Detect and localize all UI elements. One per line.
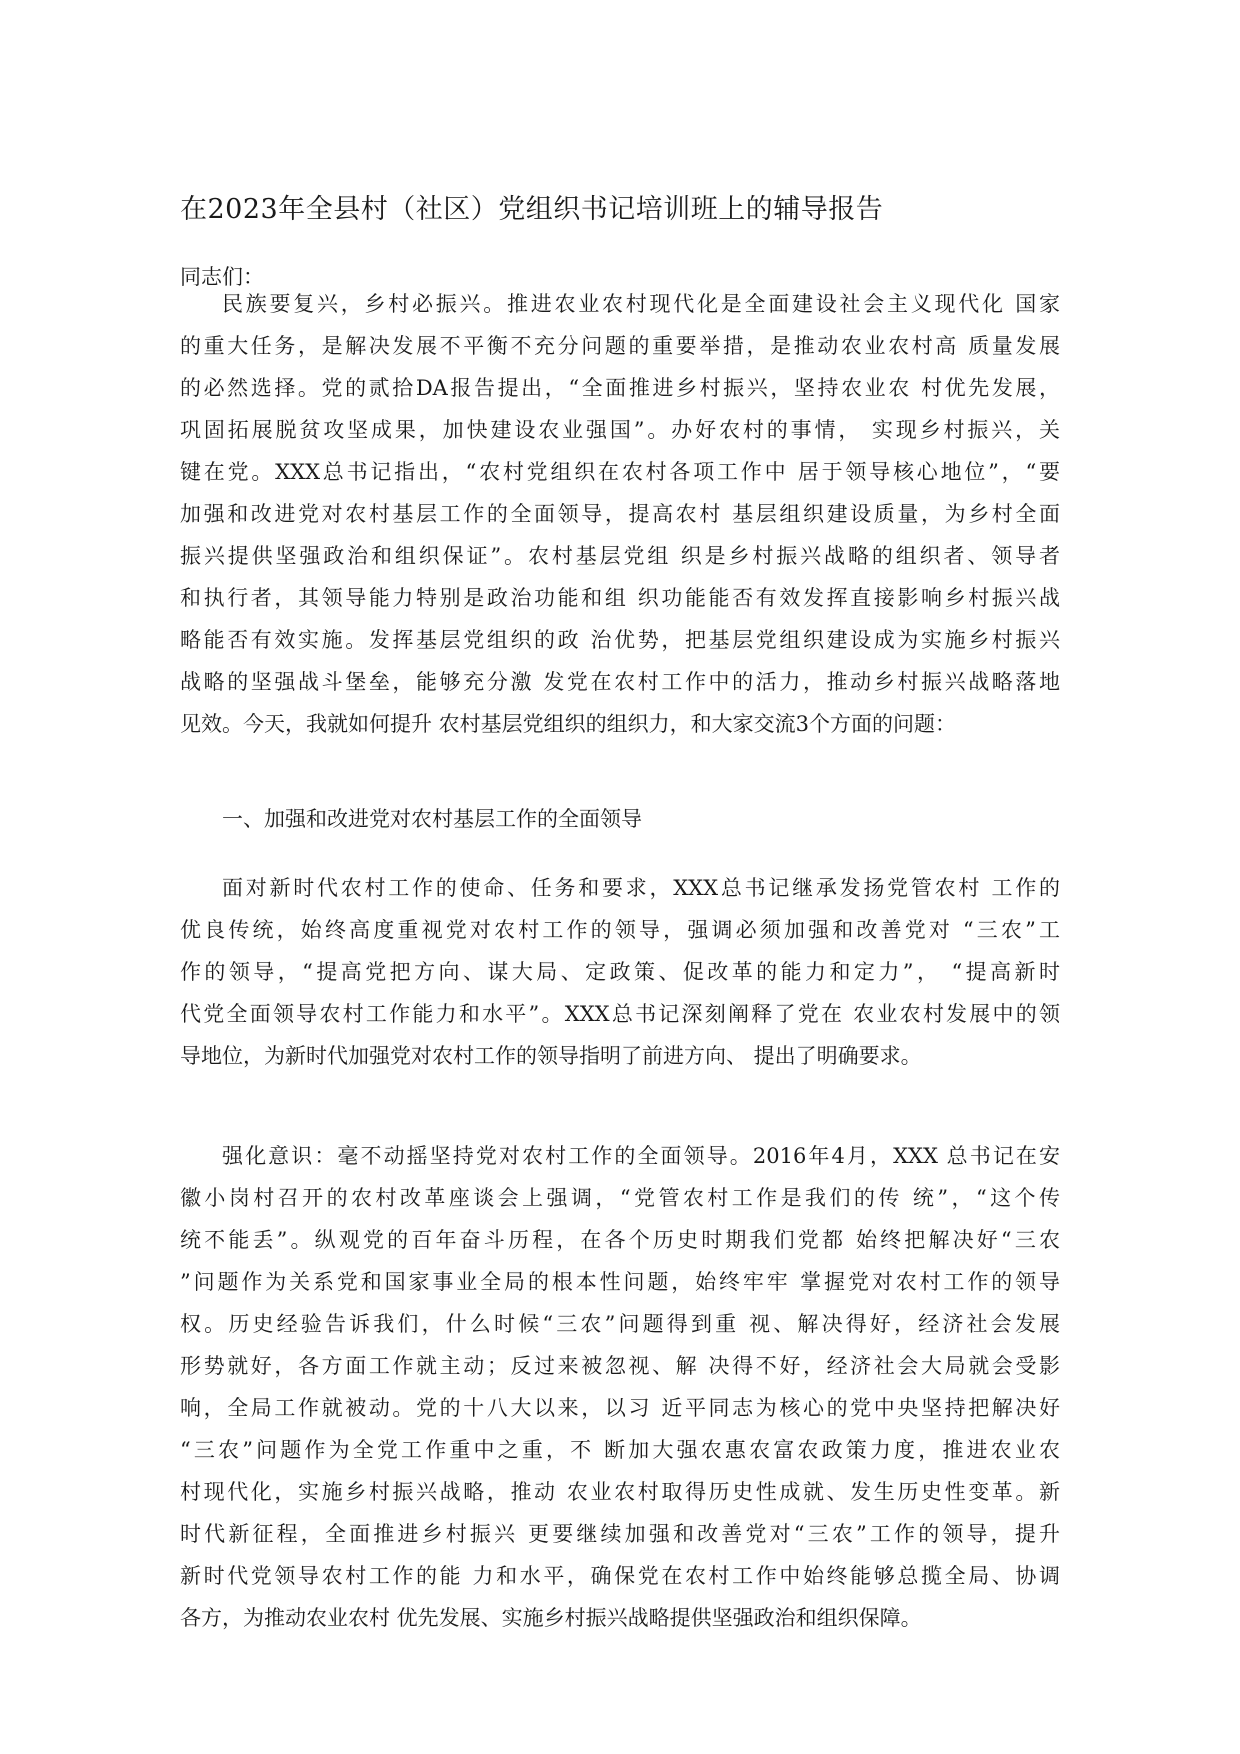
paragraph-line: 的必然选择。党的贰拾DA报告提出，“全面推进乡村振兴，坚持农业农 村优先发展， xyxy=(180,376,1060,400)
paragraph-awareness xyxy=(180,1135,1060,1639)
greeting: 同志们： xyxy=(180,265,264,289)
paragraph-line: 权。历史经验告诉我们，什么时候“三农”问题得到重 视、解决得好，经济社会发展 xyxy=(180,1312,1060,1336)
paragraph-intro xyxy=(180,283,1060,745)
paragraph-line: 面对新时代农村工作的使命、任务和要求，XXX总书记继承发扬党管农村 工作的 xyxy=(222,876,1060,900)
paragraph-line: 作的领导，“提高党把方向、谋大局、定政策、促改革的能力和定力”， “提高新时 xyxy=(180,960,1060,984)
paragraph-line: 振兴提供坚强政治和组织保证”。农村基层党组 织是乡村振兴战略的组织者、领导者 xyxy=(180,544,1060,568)
paragraph-line: ”问题作为关系党和国家事业全局的根本性问题，始终牢牢 掌握党对农村工作的领导 xyxy=(180,1270,1060,1294)
paragraph-line: 村现代化，实施乡村振兴战略，推动 农业农村取得历史性成就、发生历史性变革。新 xyxy=(180,1480,1060,1504)
paragraph-line: 各方，为推动农业农村 优先发展、实施乡村振兴战略提供坚强政治和组织保障。 xyxy=(180,1606,922,1630)
paragraph-line: 略能否有效实施。发挥基层党组织的政 治优势，把基层党组织建设成为实施乡村振兴 xyxy=(180,628,1060,652)
paragraph-line: 代党全面领导农村工作能力和水平”。XXX总书记深刻阐释了党在 农业农村发展中的领 xyxy=(180,1002,1060,1026)
paragraph-line: 战略的坚强战斗堡垒，能够充分激 发党在农村工作中的活力，推动乡村振兴战略落地 xyxy=(180,670,1060,694)
paragraph-line: 新时代党领导农村工作的能 力和水平，确保党在农村工作中始终能够总揽全局、协调 xyxy=(180,1564,1061,1588)
paragraph-section1 xyxy=(180,867,1060,1077)
paragraph-line: 和执行者，其领导能力特别是政治功能和组 织功能能否有效发挥直接影响乡村振兴战 xyxy=(180,586,1060,610)
paragraph-line: 巩固拓展脱贫攻坚成果，加快建设农业强国”。办好农村的事情， 实现乡村振兴，关 xyxy=(180,418,1060,442)
paragraph-line: 见效。今天，我就如何提升 农村基层党组织的组织力，和大家交流3个方面的问题： xyxy=(180,712,957,736)
paragraph-line: 时代新征程，全面推进乡村振兴 更要继续加强和改善党对“三农”工作的领导，提升 xyxy=(180,1522,1060,1546)
paragraph-line: 民族要复兴，乡村必振兴。推进农业农村现代化是全面建设社会主义现代化 国家 xyxy=(222,292,1060,316)
paragraph-line: 优良传统，始终高度重视党对农村工作的领导，强调必须加强和改善党对 “三农”工 xyxy=(180,918,1060,942)
section-heading: 一、加强和改进党对农村基层工作的全面领导 xyxy=(222,807,642,831)
paragraph-line: 徽小岗村召开的农村改革座谈会上强调，“党管农村工作是我们的传 统”，“这个传 xyxy=(180,1186,1060,1210)
paragraph-line: 统不能丢”。纵观党的百年奋斗历程，在各个历史时期我们党都 始终把解决好“三农 xyxy=(180,1228,1060,1252)
paragraph-line: 形势就好，各方面工作就主动；反过来被忽视、解 决得不好，经济社会大局就会受影 xyxy=(180,1354,1060,1378)
document-title: 在2023年全县村（社区）党组织书记培训班上的辅导报告 xyxy=(180,194,884,225)
paragraph-line: 导地位，为新时代加强党对农村工作的领导指明了前进方向、 提出了明确要求。 xyxy=(180,1044,922,1068)
paragraph-line: 响，全局工作就被动。党的十八大以来，以习 近平同志为核心的党中央坚持把解决好 xyxy=(180,1396,1060,1420)
paragraph-line: 的重大任务，是解决发展不平衡不充分问题的重要举措，是推动农业农村高 质量发展 xyxy=(180,334,1061,358)
paragraph-line: 加强和改进党对农村基层工作的全面领导，提高农村 基层组织建设质量，为乡村全面 xyxy=(180,502,1060,526)
paragraph-line: “三农”问题作为全党工作重中之重，不 断加大强农惠农富农政策力度，推进农业农 xyxy=(180,1438,1060,1462)
paragraph-line: 强化意识：毫不动摇坚持党对农村工作的全面领导。2016年4月，XXX 总书记在安 xyxy=(222,1144,1060,1168)
paragraph-line: 键在党。XXX总书记指出，“农村党组织在农村各项工作中 居于领导核心地位”，“要 xyxy=(180,460,1060,484)
